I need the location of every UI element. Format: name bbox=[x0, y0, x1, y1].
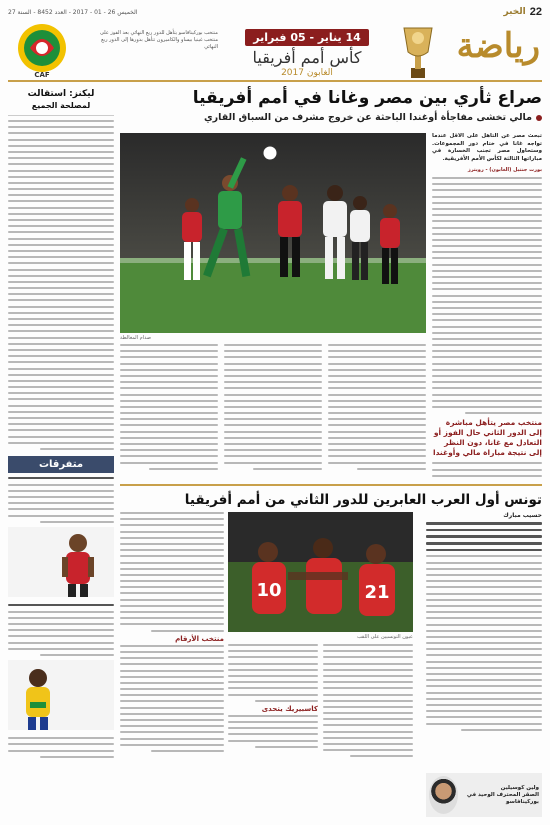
column-body bbox=[8, 120, 114, 450]
page-number: 22 bbox=[529, 6, 542, 18]
lead-paragraph: تبحث مصر عن التأهل على الأقل عندما تواجه غانا في ختام دور المجموعات. وستحاول مصر تجنب الخسارة في مباراتها الثالثة لكأس الأمم الأفريقية. bbox=[432, 133, 542, 162]
body-column-2 bbox=[224, 344, 322, 480]
tournament-dates: 14 يناير - 05 فبراير bbox=[245, 29, 369, 46]
issue-info: الخميس 26 - 01 - 2017 - العدد 8452 - السنة 27 bbox=[8, 8, 138, 16]
player-photo-2 bbox=[8, 660, 114, 730]
brand-name: الخبر bbox=[503, 7, 526, 17]
second-body-column-1 bbox=[323, 644, 413, 817]
column-title: ليكنز: استقالت لمصلحة الجميع bbox=[8, 88, 114, 116]
main-headline: صراع ثأري بين مصر وغانا في أمم أفريقيا bbox=[192, 88, 542, 108]
trophy-icon bbox=[398, 22, 438, 80]
player-bio-box bbox=[426, 773, 542, 817]
body-column-1 bbox=[328, 344, 426, 480]
second-lead-column bbox=[426, 512, 542, 817]
main-story bbox=[120, 88, 542, 480]
header-note: منتخب بوركينافاسو يتأهل للدور ربع النهائي بعد الفوز على منتخب غينيا بيساو والكاميرون تتأهل بدورها إلى الدور ربع النهائي bbox=[100, 30, 218, 50]
caf-logo bbox=[12, 20, 78, 80]
tournament-banner bbox=[222, 26, 392, 78]
bullet-icon bbox=[536, 115, 542, 121]
lead-column bbox=[432, 133, 542, 478]
second-headline: تونس أول العرب العابرين للدور الثاني من أمم أفريقيا bbox=[184, 492, 542, 508]
body-column-3 bbox=[120, 344, 218, 480]
subsection-heading-1: منتخب الأرقام bbox=[175, 634, 224, 643]
match-photo bbox=[120, 133, 426, 333]
misc-item-2 bbox=[8, 604, 114, 656]
tournament-host: الغابون 2017 bbox=[281, 68, 333, 78]
second-left-column bbox=[120, 512, 224, 817]
main-body-columns bbox=[120, 344, 426, 480]
misc-item-3 bbox=[8, 737, 114, 758]
author-name: حسيب مبارك bbox=[503, 512, 542, 519]
svg-text:21: 21 bbox=[364, 582, 390, 603]
top-strip bbox=[8, 6, 542, 18]
svg-text:10: 10 bbox=[256, 580, 282, 601]
player-photo-1 bbox=[8, 527, 114, 597]
bio-name: ولين كوسيلين bbox=[500, 784, 539, 791]
pull-quote: منتخب مصر يتأهل مباشرة إلى الدور الثاني حال الفوز أو التعادل مع غانا، دون النظر إلى نتيجة مباراة مالي وأوغندا bbox=[433, 418, 542, 458]
photo-caption: صدام المغالطة bbox=[120, 335, 151, 341]
subsection-heading-2: كاسبيريك يتحدى bbox=[261, 704, 318, 713]
second-body-columns bbox=[228, 644, 413, 817]
misc-item-1 bbox=[8, 477, 114, 523]
section-title: رياضة bbox=[456, 26, 540, 66]
main-subhead: مالي تخشى مفاجأة أوغندا الباحثة عن خروج مشرف من السباق القاري bbox=[120, 112, 542, 123]
sidebar-column bbox=[8, 88, 114, 817]
bio-role: الصقر المحترف الوحيد في بوركينافاسو bbox=[466, 791, 539, 805]
tunisia-photo bbox=[228, 512, 413, 632]
player-portrait bbox=[429, 776, 458, 814]
dateline: بورت جنتيل (الغابون) - رويترز bbox=[467, 167, 542, 173]
caf-label: CAF bbox=[34, 71, 50, 79]
second-story bbox=[120, 484, 542, 817]
misc-section-title: متفرقات bbox=[8, 456, 114, 473]
second-photo-caption: عيون التونسيين على اللقب bbox=[356, 634, 413, 640]
tournament-name: كأس أمم أفريقيا bbox=[252, 48, 362, 67]
second-body-column-2 bbox=[228, 644, 318, 817]
section-header bbox=[8, 20, 542, 82]
